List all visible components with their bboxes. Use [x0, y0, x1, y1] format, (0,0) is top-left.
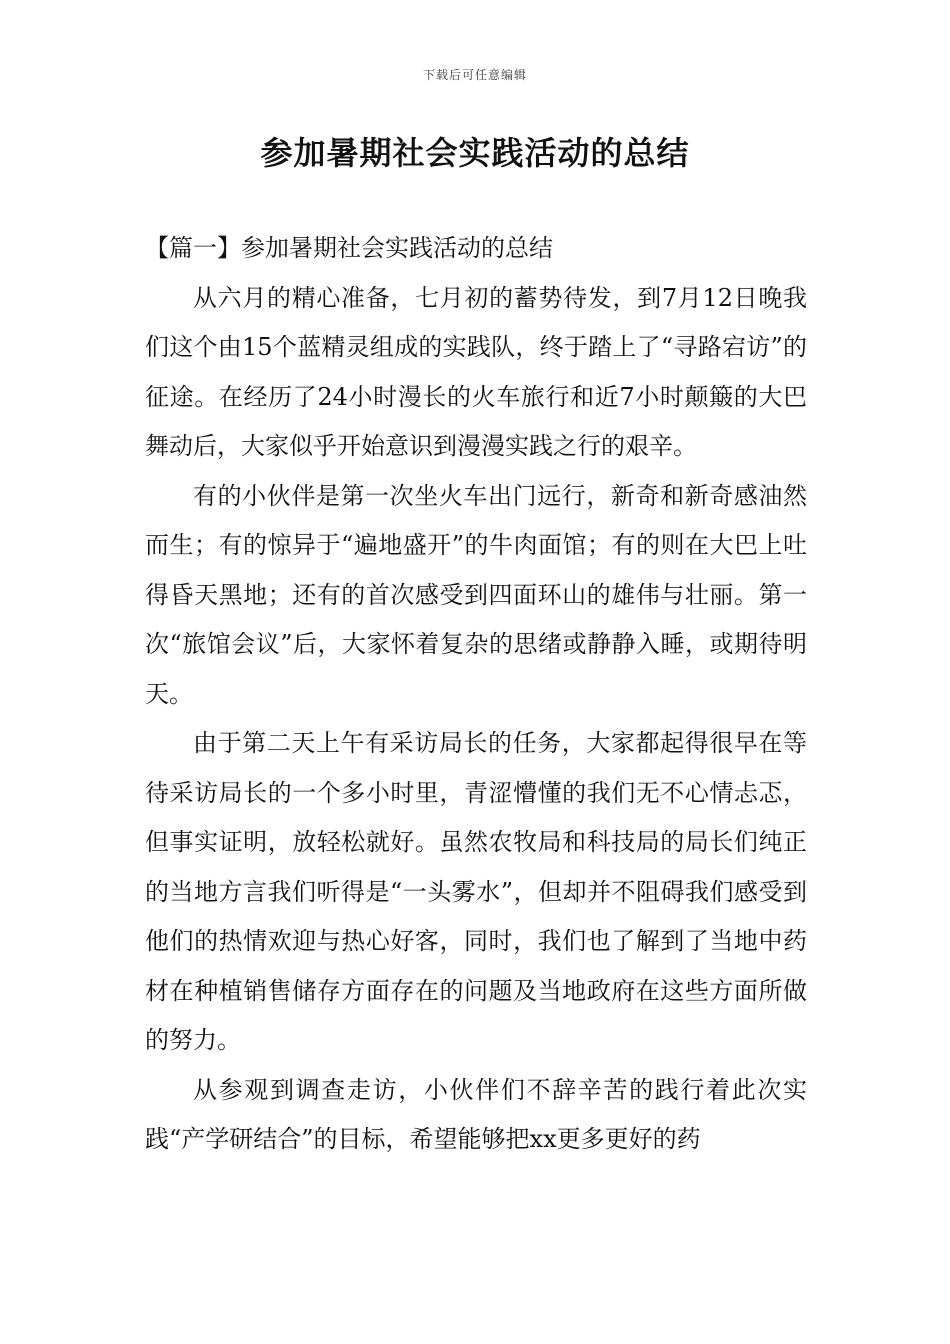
paragraph-2: 有的小伙伴是第一次坐火车出门远行，新奇和新奇感油然而生；有的惊异于“遍地盛开”的牛肉面馆；有的则在大巴上吐得昏天黑地；还有的首次感受到四面环山的雄伟与壮丽。第一次“旅馆会议”后，大家怀着复杂的思绪或静静入睡，或期待明天。 — [145, 481, 807, 708]
document-title: 参加暑期社会实践活动的总结 — [260, 134, 690, 172]
section-heading: 【篇一】参加暑期社会实践活动的总结 — [145, 234, 553, 262]
header-note: 下载后可任意编辑 — [422, 68, 527, 82]
paragraph-1: 从六月的精心准备，七月初的蓄势待发，到7月12日晚我们这个由15个蓝精灵组成的实践队，终于踏上了“寻路宕访”的征途。在经历了24小时漫长的火车旅行和近7小时颠簸的大巴舞动后，大家似乎开始意识到漫漫实践之行的艰辛。 — [145, 283, 807, 460]
paragraph-3: 由于第二天上午有采访局长的任务，大家都起得很早在等待采访局长的一个多小时里，青涩懵懂的我们无不心情忐忑，但事实证明，放轻松就好。虽然农牧局和科技局的局长们纯正的当地方言我们听得是“一头雾水”，但却并不阻碍我们感受到他们的热情欢迎与热心好客，同时，我们也了解到了当地中药材在种植销售储存方面存在的问题及当地政府在这些方面所做的努力。 — [145, 729, 807, 1054]
paragraph-4: 从参观到调查走访，小伙伴们不辞辛苦的践行着此次实践“产学研结合”的目标，希望能够把xx更多更好的药 — [145, 1075, 807, 1153]
document-body — [145, 224, 807, 1165]
